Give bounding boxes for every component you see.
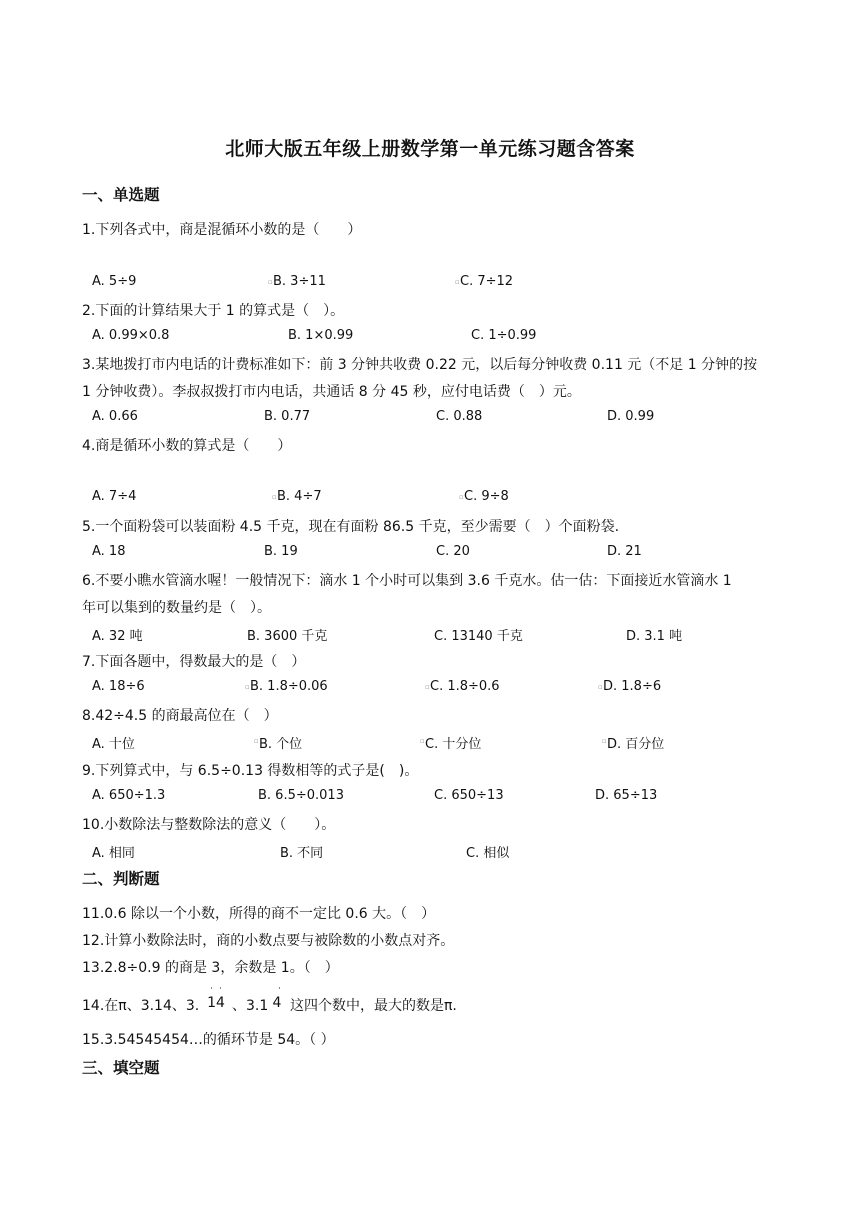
q3-option-c: C. 0.88 <box>436 409 483 424</box>
q1-option-a: A. 5÷9 <box>92 274 137 289</box>
q7-option-d: D. 1.8÷6 <box>603 679 662 694</box>
option-marker-icon: ▫ <box>455 278 460 286</box>
q9-option-a: A. 650÷1.3 <box>92 788 166 803</box>
option-marker-icon: ▫ <box>420 737 425 745</box>
question-3-line-2: 1 分钟收费）。李叔叔拨打市内电话，共通话 8 分 45 秒，应付电话费（ ）元。 <box>82 384 581 400</box>
q7-option-c: C. 1.8÷0.6 <box>430 679 500 694</box>
q2-option-c: C. 1÷0.99 <box>471 328 537 343</box>
section-heading-true-false: 二、判断题 <box>82 870 160 888</box>
section-heading-single-choice: 一、单选题 <box>82 186 160 204</box>
q1-option-c: C. 7÷12 <box>460 274 514 289</box>
q5-option-a: A. 18 <box>92 544 126 559</box>
option-marker-icon: ▫ <box>268 278 273 286</box>
option-marker-icon: ▫ <box>272 493 277 501</box>
question-12: 12.计算小数除法时，商的小数点要与被除数的小数点对齐。 <box>82 933 455 949</box>
option-marker-icon: ▫ <box>245 683 250 691</box>
q7-option-a: A. 18÷6 <box>92 679 145 694</box>
question-5: 5.一个面粉袋可以装面粉 4.5 千克，现在有面粉 86.5 千克，至少需要（ ）个面粉袋. <box>82 519 620 535</box>
question-6-line-2: 年可以集到的数量约是（ ）。 <box>82 600 271 616</box>
question-10: 10.小数除法与整数除法的意义（ ）。 <box>82 817 336 833</box>
q10-option-c: C. 相似 <box>466 846 510 861</box>
q4-option-c: C. 9÷8 <box>464 489 509 504</box>
q6-option-a: A. 32 吨 <box>92 629 143 644</box>
q3-option-a: A. 0.66 <box>92 409 138 424</box>
repeat-dot-icon: · <box>210 984 213 994</box>
q3-option-d: D. 0.99 <box>607 409 655 424</box>
q7-option-b: B. 1.8÷0.06 <box>250 679 328 694</box>
q3-option-b: B. 0.77 <box>264 409 311 424</box>
q5-option-b: B. 19 <box>264 544 298 559</box>
q9-option-b: B. 6.5÷0.013 <box>258 788 344 803</box>
q4-option-a: A. 7÷4 <box>92 489 137 504</box>
question-11: 11.0.6 除以一个小数，所得的商不一定比 0.6 大。（ ） <box>82 906 436 922</box>
repeating-digits-2: 4 <box>272 995 282 1011</box>
q2-option-b: B. 1×0.99 <box>288 328 354 343</box>
question-6-line-1: 6.不要小瞧水管滴水喔！一般情况下：滴水 1 个小时可以集到 3.6 千克水。估一估：下面接近水管滴水 1 <box>82 573 732 589</box>
option-marker-icon: ▫ <box>459 493 464 501</box>
q6-option-b: B. 3600 千克 <box>247 629 328 644</box>
question-15: 15.3.54545454…的循环节是 54。（ ） <box>82 1032 335 1048</box>
question-2: 2.下面的计算结果大于 1 的算式是（ ）。 <box>82 303 345 319</box>
q5-option-c: C. 20 <box>436 544 470 559</box>
question-14-part-1: 14.在π、3.14、3. <box>82 998 200 1014</box>
question-14-part-3: 这四个数中，最大的数是π. <box>290 998 457 1014</box>
option-marker-icon: ▫ <box>254 737 259 745</box>
q10-option-a: A. 相同 <box>92 846 135 861</box>
option-marker-icon: ▫ <box>602 737 607 745</box>
q6-option-d: D. 3.1 吨 <box>626 629 683 644</box>
repeat-dot-icon: · <box>219 984 222 994</box>
q5-option-d: D. 21 <box>607 544 642 559</box>
option-marker-icon: ▫ <box>425 683 430 691</box>
q1-option-b: B. 3÷11 <box>273 274 326 289</box>
repeat-dot-icon: · <box>278 984 281 994</box>
page-title: 北师大版五年级上册数学第一单元练习题含答案 <box>225 138 635 160</box>
q8-option-b: B. 个位 <box>259 737 303 752</box>
q2-option-a: A. 0.99×0.8 <box>92 328 170 343</box>
repeating-digits-1: 14 <box>207 995 225 1011</box>
q8-option-c: C. 十分位 <box>425 737 482 752</box>
q8-option-d: D. 百分位 <box>607 737 665 752</box>
question-14 <box>82 995 199 1015</box>
q6-option-c: C. 13140 千克 <box>434 629 523 644</box>
section-heading-fill-in: 三、填空题 <box>82 1059 160 1077</box>
question-7: 7.下面各题中，得数最大的是（ ） <box>82 654 306 670</box>
question-13: 13.2.8÷0.9 的商是 3，余数是 1。（ ） <box>82 960 339 976</box>
q9-option-c: C. 650÷13 <box>434 788 504 803</box>
question-3-line-1: 3.某地拨打市内电话的计费标准如下：前 3 分钟共收费 0.22 元，以后每分钟收费 0.11 元（不足 1 分钟的按 <box>82 357 758 373</box>
q10-option-b: B. 不同 <box>280 846 324 861</box>
question-8: 8.42÷4.5 的商最高位在（ ） <box>82 708 278 724</box>
question-4: 4.商是循环小数的算式是（ ） <box>82 438 292 454</box>
question-9: 9.下列算式中，与 6.5÷0.13 得数相等的式子是( )。 <box>82 763 419 779</box>
option-marker-icon: ▫ <box>598 683 603 691</box>
question-1: 1.下列各式中，商是混循环小数的是（ ） <box>82 222 362 238</box>
q4-option-b: B. 4÷7 <box>277 489 322 504</box>
question-14-part-2: 、3.1 <box>232 998 269 1014</box>
q9-option-d: D. 65÷13 <box>595 788 658 803</box>
q8-option-a: A. 十位 <box>92 737 135 752</box>
